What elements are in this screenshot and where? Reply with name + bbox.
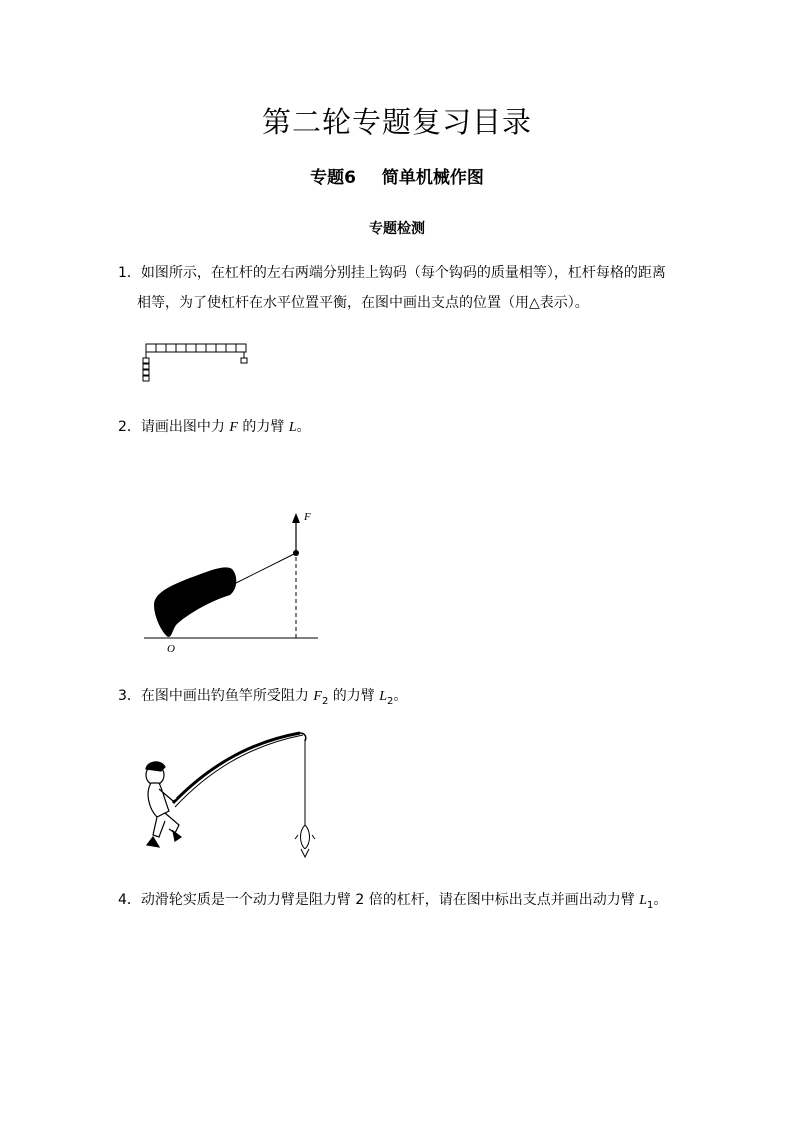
question-3 [118, 681, 407, 717]
arm-symbol: L [639, 893, 647, 908]
question-1-line1: 如图所示，在杠杆的左右两端分别挂上钩码（每个钩码的质量相等），杠杆每格的距离 [140, 265, 666, 281]
lever-figure [138, 340, 258, 388]
force-label: F [304, 511, 311, 523]
question-2-prefix: 请画出图中力 [140, 419, 230, 435]
page-title: 第二轮专题复习目录 [261, 105, 532, 139]
question-2 [118, 412, 311, 443]
section-heading: 专题检测 [369, 221, 425, 237]
question-4-prefix: 动滑轮实质是一个动力臂是阻力臂 2 倍的杠杆，请在图中标出支点并画出动力臂 [140, 892, 640, 908]
question-3-number: 3． [118, 688, 141, 704]
lever-bar [146, 344, 246, 352]
arm-symbol: L [379, 689, 388, 704]
left-hook-weights [143, 352, 149, 381]
question-4-suffix: 。 [653, 892, 668, 908]
question-3-middle: 的力臂 [328, 688, 380, 704]
question-2-number: 2． [118, 419, 141, 435]
question-1 [118, 258, 666, 318]
fisherman [146, 762, 181, 847]
arm-subscript: 2 [387, 695, 394, 707]
question-4-number: 4． [118, 892, 141, 908]
right-hook-weights [241, 352, 247, 363]
force-arrow-head [292, 513, 300, 523]
force-symbol: F [313, 689, 322, 704]
question-2-suffix: 。 [296, 419, 311, 435]
pivot-label: O [167, 643, 175, 655]
topic-name: 简单机械作图 [381, 168, 484, 188]
fishing-figure [135, 725, 325, 865]
topic-heading [0, 163, 794, 188]
fishing-rod [173, 733, 306, 807]
arm-symbol: L [288, 420, 297, 435]
question-1-line2: 相等，为了使杠杆在水平位置平衡，在图中画出支点的位置（用△表示）。 [137, 295, 589, 311]
question-3-prefix: 在图中画出钓鱼竿所受阻力 [140, 688, 314, 704]
rope-line [228, 553, 296, 587]
force-symbol: F [229, 420, 238, 435]
block-object [154, 567, 236, 637]
fish [295, 825, 315, 857]
block-force-figure [140, 505, 325, 655]
force-subscript: 2 [321, 695, 329, 707]
arm-subscript: 1 [646, 899, 654, 911]
question-3-suffix: 。 [393, 688, 408, 704]
question-4 [118, 885, 667, 921]
question-1-number: 1． [118, 265, 141, 281]
topic-number: 专题6 [310, 168, 356, 188]
question-2-middle: 的力臂 [237, 419, 289, 435]
